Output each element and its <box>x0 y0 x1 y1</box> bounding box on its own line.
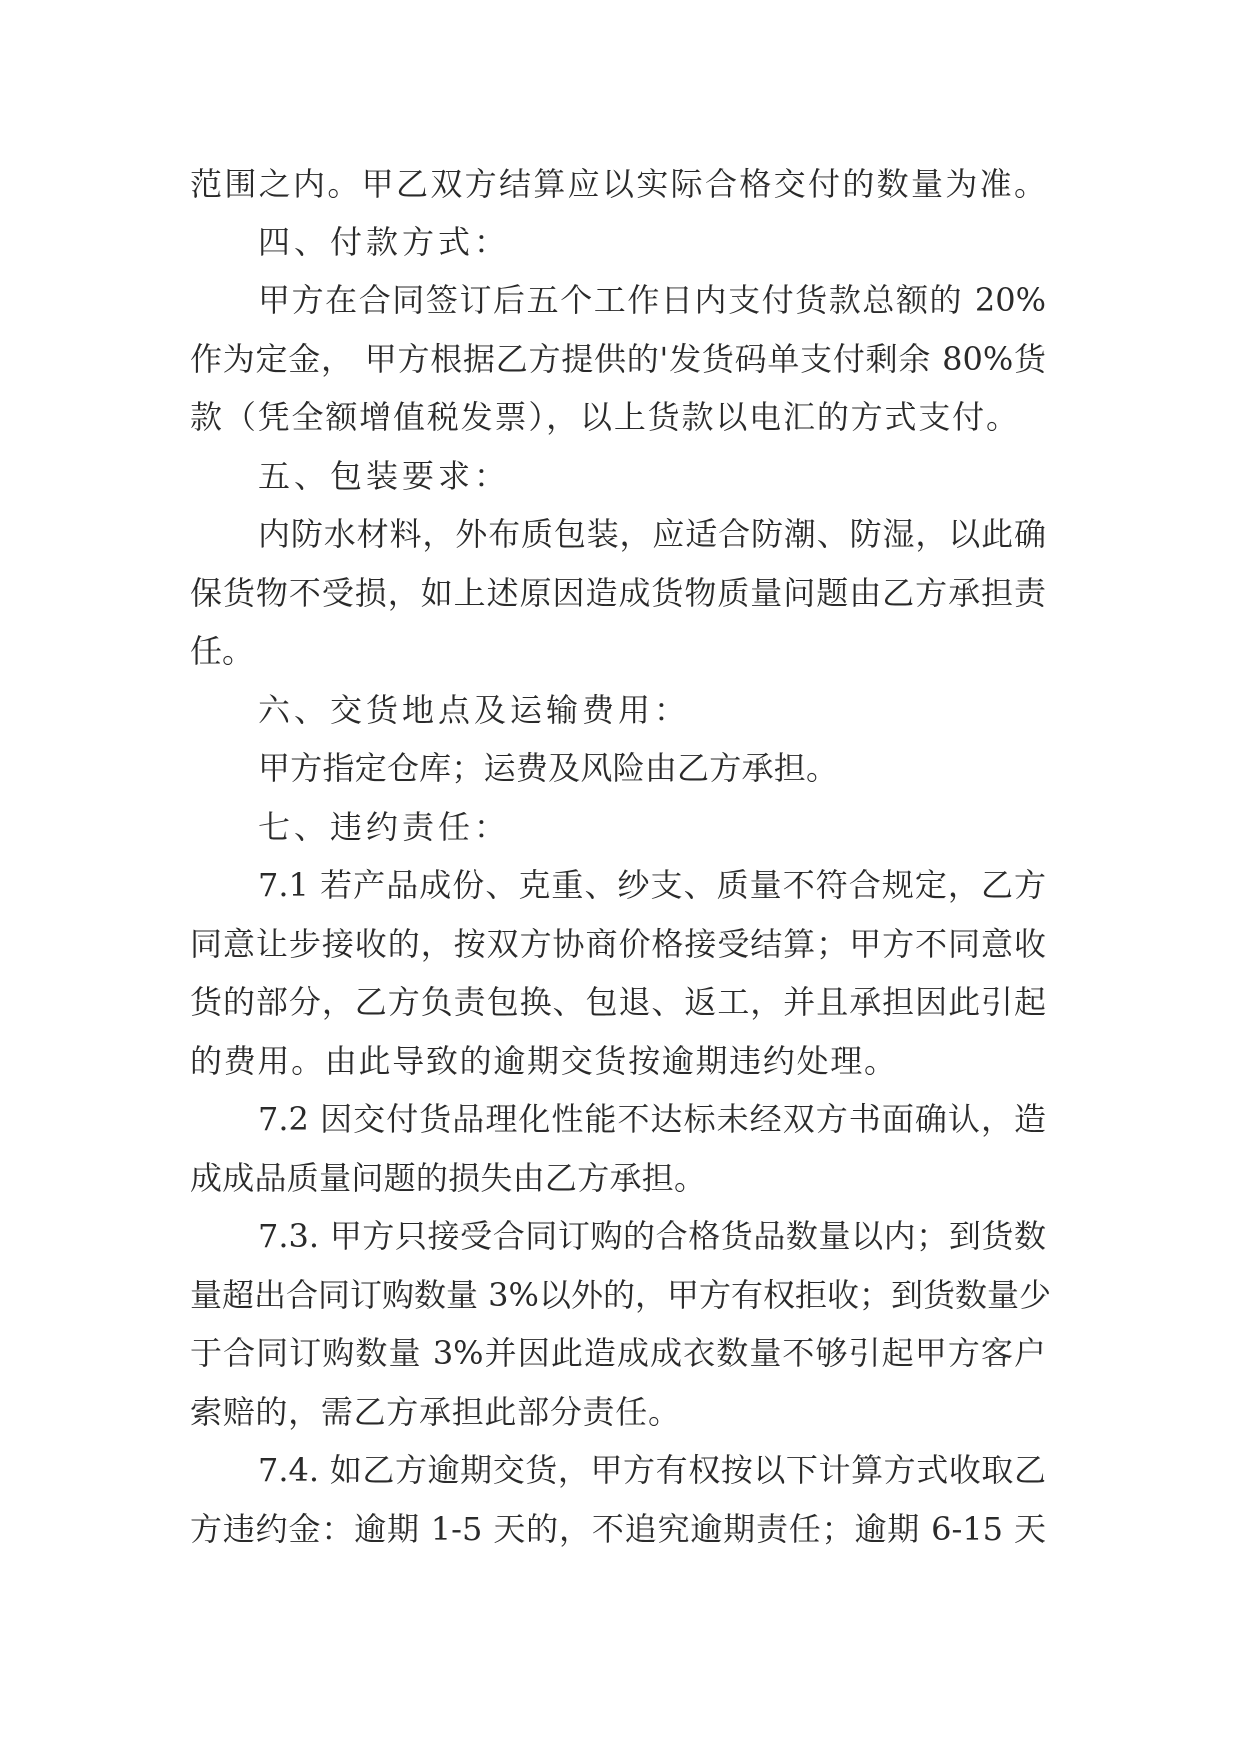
text-line <box>0 1207 1241 1265</box>
text-line <box>0 1266 1241 1324</box>
text-line-content: 任。 <box>190 632 255 670</box>
text-line-content: 甲方指定仓库；运费及风险由乙方承担。 <box>258 749 838 787</box>
text-line-content: 保货物不受损，如上述原因造成货物质量问题由乙方承担责 <box>190 574 1046 612</box>
section-heading-text: 六、交货地点及运输费用： <box>258 691 691 729</box>
section-heading-payment <box>0 213 1241 271</box>
section-heading-packaging <box>0 447 1241 505</box>
section-heading-text: 四、付款方式： <box>258 223 511 261</box>
text-line-content: 7.3. 甲方只接受合同订购的合格货品数量以内；到货数 <box>258 1217 1046 1255</box>
text-line <box>0 973 1241 1031</box>
text-line <box>0 1090 1241 1148</box>
text-line <box>0 1383 1241 1441</box>
text-line <box>0 1500 1241 1558</box>
text-line <box>0 856 1241 914</box>
text-line-content: 7.2 因交付货品理化性能不达标未经双方书面确认，造 <box>258 1100 1046 1138</box>
text-line-content: 作为定金， 甲方根据乙方提供的'发货码单支付剩余 80%货 <box>190 340 1046 378</box>
text-line-content: 款（凭全额增值税发票），以上货款以电汇的方式支付。 <box>190 398 1018 436</box>
text-line-content: 内防水材料，外布质包装，应适合防潮、防湿，以此确 <box>258 515 1046 553</box>
text-line-content: 范围之内。甲乙双方结算应以实际合格交付的数量为准。 <box>190 165 1046 203</box>
text-line-content: 于合同订购数量 3%并因此造成成衣数量不够引起甲方客户 <box>190 1334 1046 1372</box>
text-line-content: 货的部分，乙方负责包换、包退、返工，并且承担因此引起 <box>190 983 1046 1021</box>
text-line-content: 7.1 若产品成份、克重、纱支、质量不符合规定，乙方 <box>258 866 1046 904</box>
text-line <box>0 739 1241 797</box>
text-line <box>0 1324 1241 1382</box>
section-heading-text: 五、包装要求： <box>258 457 511 495</box>
text-line-content: 甲方在合同签订后五个工作日内支付货款总额的 20% <box>258 281 1046 319</box>
text-line <box>0 1032 1241 1090</box>
text-line-content: 索赔的，需乙方承担此部分责任。 <box>190 1393 680 1431</box>
text-line <box>0 622 1241 680</box>
text-line <box>0 505 1241 563</box>
text-line <box>0 155 1241 213</box>
section-heading-liability <box>0 798 1241 856</box>
text-line <box>0 388 1241 446</box>
text-line <box>0 915 1241 973</box>
text-line <box>0 564 1241 622</box>
text-line <box>0 271 1241 329</box>
text-line-content: 的费用。由此导致的逾期交货按逾期违约处理。 <box>190 1042 896 1080</box>
text-line-content: 同意让步接收的，按双方协商价格接受结算；甲方不同意收 <box>190 925 1046 963</box>
text-line <box>0 1149 1241 1207</box>
text-line-content: 方违约金：逾期 1-5 天的，不追究逾期责任；逾期 6-15 天 <box>190 1510 1046 1548</box>
text-line <box>0 1441 1241 1499</box>
section-heading-delivery <box>0 681 1241 739</box>
text-line-content: 成成品质量问题的损失由乙方承担。 <box>190 1159 706 1197</box>
section-heading-text: 七、违约责任： <box>258 808 511 846</box>
text-line-content: 7.4. 如乙方逾期交货，甲方有权按以下计算方式收取乙 <box>258 1451 1046 1489</box>
text-line <box>0 330 1241 388</box>
text-line-content: 量超出合同订购数量 3%以外的，甲方有权拒收；到货数量少 <box>190 1276 1051 1314</box>
